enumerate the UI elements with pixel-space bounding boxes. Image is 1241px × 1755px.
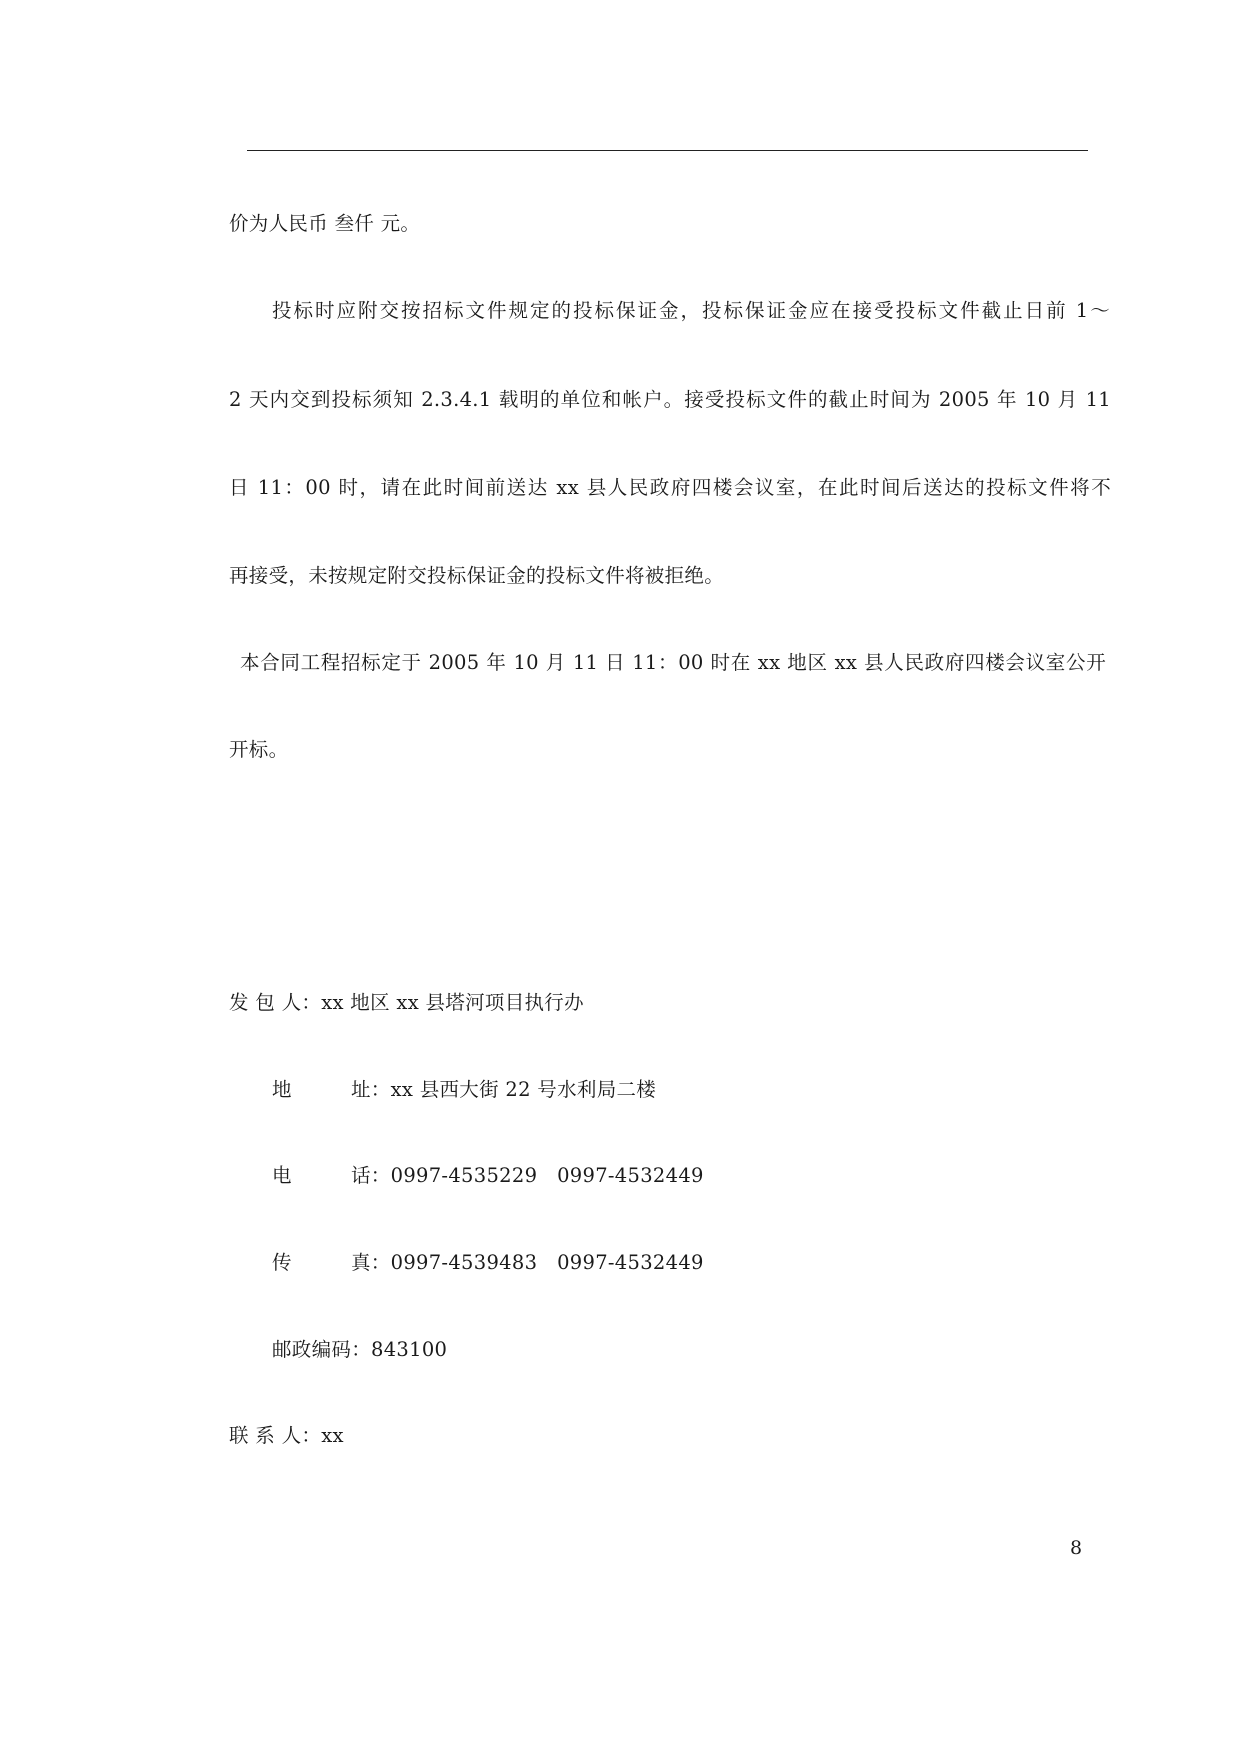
contact-label: 联 系 人：: [229, 1424, 322, 1447]
contact-value: xx: [321, 1424, 344, 1447]
header-rule: [247, 150, 1088, 151]
fax-row: [272, 1250, 704, 1276]
body-line-4: 日 11：00 时，请在此时间前送达 xx 县人民政府四楼会议室，在此时间后送达的投标文件将不: [229, 476, 1111, 499]
page-number: 8: [1070, 1537, 1083, 1559]
body-line-7: 开标。: [229, 738, 289, 761]
contact-row: [229, 1423, 344, 1449]
postcode-row: [272, 1337, 447, 1363]
phone-label-b: 话：: [351, 1164, 391, 1187]
fax-label-a: 传: [272, 1251, 292, 1274]
address-label-b: 址：: [351, 1078, 391, 1101]
address-label-a: 地: [272, 1078, 292, 1101]
body-line-3: 2 天内交到投标须知 2.3.4.1 载明的单位和帐户。接受投标文件的截止时间为 2005 年 10 月 11: [229, 388, 1111, 411]
issuer-value: xx 地区 xx 县塔河项目执行办: [321, 991, 584, 1014]
body-line-6: 本合同工程招标定于 2005 年 10 月 11 日 11：00 时在 xx 地区 xx 县人民政府四楼会议室公开: [240, 651, 1106, 674]
issuer-label: 发 包 人：: [229, 991, 322, 1014]
body-line-2: 投标时应附交按招标文件规定的投标保证金，投标保证金应在接受投标文件截止日前 1～: [272, 299, 1110, 322]
fax-label-b: 真：: [351, 1251, 391, 1274]
phone-label-a: 电: [272, 1164, 292, 1187]
address-value: xx 县西大街 22 号水利局二楼: [390, 1078, 657, 1101]
issuer-row: [229, 990, 584, 1016]
body-line-5: 再接受，未按规定附交投标保证金的投标文件将被拒绝。: [229, 564, 725, 587]
body-line-1: 价为人民币 叁仟 元。: [229, 212, 421, 235]
fax-value: 0997-4539483 0997-4532449: [390, 1251, 704, 1274]
phone-value: 0997-4535229 0997-4532449: [390, 1164, 704, 1187]
postcode-label: 邮政编码：: [272, 1338, 372, 1361]
address-row: [272, 1077, 656, 1103]
postcode-value: 843100: [371, 1338, 448, 1361]
phone-row: [272, 1163, 704, 1189]
